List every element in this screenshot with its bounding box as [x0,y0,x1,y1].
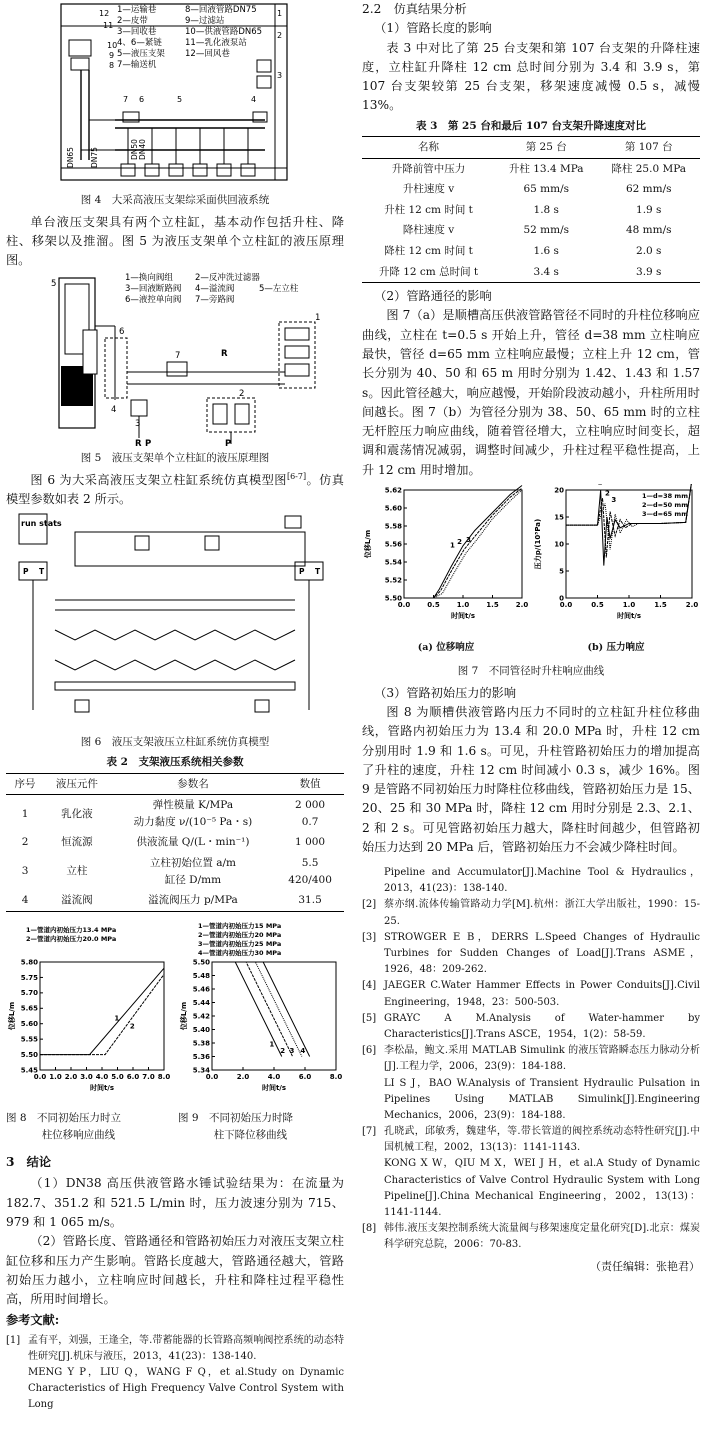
y-axis-label: 位移L/m [364,529,372,559]
references-title: 参考文献: [6,1313,60,1328]
figure-7b-chart [532,484,700,634]
series-number-label: 2 [280,1046,286,1055]
x-tick-label: 0.5 [591,600,604,609]
reference-text: MENG Y P，LIU Q，WANG F Q，et al.Study on Dynamic Characteristics of High Frequency Valve Control System with Long [28,1366,344,1411]
figure-6-caption: 图 6 液压支架液压立柱缸系统仿真模型 [80,735,270,748]
table-row [6,795,344,833]
x-tick-label: 0.0 [33,1072,47,1081]
reference-item [362,1124,700,1156]
figure-8-chart [6,920,172,1102]
x-tick-label: 8.0 [157,1072,171,1081]
y-tick-label: 5.50 [384,594,402,603]
table-2-header: 液压元件 [55,777,98,790]
x-tick-label: 0.5 [427,600,440,609]
series-number-label: 2 [605,489,610,498]
fig4-marker-10: 10 [107,41,118,50]
x-tick-label: 2.0 [685,600,699,609]
series-line [212,962,293,1057]
fig4-pipe-dn50: DN50 [130,139,139,160]
table-row [6,832,344,853]
table-cell: 升柱 13.4 MPa [508,162,584,175]
fig5-marker-4: 4 [111,405,117,416]
fig9-caption-line2: 柱下降位移曲线 [213,1128,288,1141]
responsible-editor: （责任编辑：张艳君） [590,1259,700,1273]
section-2-2-title: 2.2 仿真结果分析 [362,2,467,16]
subsection-3-title: （3）管路初始压力的影响 [374,685,517,700]
series-number-label: 3 [611,495,617,504]
x-tick-label: 8.0 [329,1072,343,1081]
table-3-body [362,158,700,282]
series-line [212,962,302,1057]
fig4-pipe-dn75: DN75 [90,147,99,168]
table-2-header: 序号 [14,777,36,790]
fig4-marker-12: 12 [99,9,110,18]
table-cell: 52 mm/s [523,224,570,237]
fig6-port-t-left: T [39,566,45,576]
reference-text: STROWGER E B，DERRS L.Speed Changes of Hydraulic Turbines for Sudden Changes of Load[J].Trans ASME，1926，48：209-262. [384,931,700,976]
fig4-marker-2: 2 [277,31,283,40]
table-cell: 升降 12 cm 总时间 t [378,265,479,278]
reference-text: 韩伟.液压支架控制系统大流量阀与移架速度定量化研究[D].北京：煤炭科学研究总院，2006：70-83. [384,1223,700,1251]
fig4-legend-9: 10—供液管路DN65 [185,27,263,37]
table-3-caption: 表 3 第 25 台和最后 107 台支架升降速度对比 [415,119,647,132]
figure-7a-label: (a) 位移响应 [417,642,475,654]
table-2-header-row [6,773,344,795]
reference-number: [1] [6,1334,21,1346]
y-tick-label: 0 [559,594,564,603]
x-tick-label: 1.5 [486,600,499,609]
figure-4-caption: 图 4 大采高液压支架综采面供回液系统 [80,194,270,206]
fig5-marker-6: 6 [119,327,125,338]
series-line [404,490,522,598]
conclusion-2: （2）管路长度、管路通径和管路初始压力对液压支架立柱缸位移和压力产生影响。管路长度越大，管路通径越大，管路初始压力越小，立柱响应时间越长，升柱和降柱过程平稳性高，所用时间增长。 [6,1234,344,1307]
legend-entry: 1—管道内初始压力13.4 MPa [26,925,117,934]
table-cell: 升柱 12 cm 时间 t [384,203,473,216]
y-tick-label: 15 [554,513,564,522]
x-axis-label: 时间t/s [616,611,642,620]
x-tick-label: 0.0 [559,600,573,609]
fig4-marker-1: 1 [277,9,283,18]
reference-text: GRAYC A M.Analysis of Water-hammer by Characteristics[J].Trans ASCE，1954，1(2)：58-59. [384,1012,700,1040]
fig4-marker-11: 11 [103,21,114,30]
table-cell: 2.0 s [636,245,662,258]
x-tick-label: 1.0 [456,600,470,609]
fig5-legend-3: 3—回液断路阀 [125,284,182,295]
table-cell: 4 [21,894,29,907]
table-cell: 供液流量 Q/(L・min⁻¹) [136,836,250,849]
y-tick-label: 5.56 [384,540,402,549]
reference-number: [3] [362,931,377,943]
legend-entry: 2—管道内初始压力20.0 MPa [26,934,117,943]
reference-item [362,1156,700,1221]
y-tick-label: 5 [559,567,564,576]
figure-9-caption [178,1110,344,1143]
figure-7a-chart [362,484,530,634]
y-tick-label: 5.34 [192,1066,210,1075]
table-cell: 3.4 s [533,265,559,278]
table-cell: 2 [21,836,29,849]
legend-entry: 3—d=65 mm [642,509,688,518]
fig4-marker-9: 9 [109,51,115,60]
series-line [404,488,522,598]
reference-item [6,1365,344,1414]
fig8-caption-line2: 柱位移响应曲线 [41,1128,116,1141]
y-tick-label: 5.46 [192,985,210,994]
table-cell: 31.5 [298,894,322,907]
param-line: 动力黏度 ν/(10⁻⁵ Pa・s) [133,815,253,828]
legend-entry: 1—d=38 mm [642,491,688,500]
table-2 [6,773,344,912]
figure-7-caption: 图 7 不同管径时升柱响应曲线 [457,665,605,678]
fig4-legend-3: 3—回收巷 [117,27,157,37]
fig6-intro-text: 图 6 为大采高液压支架立柱缸系统仿真模型图 [30,473,287,488]
figures-8-9-row [6,920,344,1147]
reference-item [362,1043,700,1075]
y-tick-label: 5.38 [192,1039,210,1048]
fig4-marker-7: 7 [123,95,129,104]
fig4-marker-3: 3 [277,71,283,80]
x-axis-label: 时间t/s [450,611,476,620]
fig4-pipe-dn40: DN40 [138,139,147,160]
fig5-legend-4: 4—溢流阀 [195,284,235,295]
reference-item [362,1011,700,1043]
subsection-2-title: （2）管路通径的影响 [374,289,492,304]
fig4-marker-4: 4 [251,95,257,104]
table-cell: 升柱速度 v [402,183,455,196]
fig9-caption-line1: 图 9 不同初始压力时降 [178,1112,294,1125]
fig4-legend-5: 5—液压支架 [117,49,165,59]
paragraph-subsection-1: 表 3 中对比了第 25 台支架和第 107 台支架的升降柱速度，立柱缸升降柱 12 cm 总时间分别为 3.4 和 3.9 s，第 107 台支架较第 25 台支架，移架速度减慢 0.5 s，减慢 13%。 [362,40,700,113]
series-number-label: 1 [114,1014,120,1023]
y-tick-label: 5.44 [192,998,210,1007]
figure-7a [362,484,530,655]
figure-5-caption: 图 5 液压支架单个立柱缸的液压原理图 [80,452,270,465]
figure-4-diagram [25,0,325,190]
table-cell: 立柱 [66,865,88,878]
y-tick-label: 10 [554,540,564,549]
series-number-label [598,484,603,487]
conclusion-1: （1）DN38 高压供液管路水锤试验结果为：在流量为 182.7、351.2 和 521.5 L/min 时，压力波速分别为 715、979 和 1 065 m/s。 [6,1176,344,1229]
x-tick-label: 0.0 [205,1072,219,1081]
table-row [362,241,700,262]
x-tick-label: 2.0 [64,1072,78,1081]
fig4-legend-7: 8—回液管路DN75 [185,5,257,15]
x-tick-label: 6.0 [298,1072,312,1081]
y-tick-label: 5.54 [384,558,402,567]
reference-text: 李松晶，鲍文.采用 MATLAB Simulink 的液压管路瞬态压力脉动分析[J].工程力学，2006，23(9)：184-188. [384,1045,700,1073]
fig6-intro-citation: [6-7] [286,471,307,481]
fig4-legend-11: 12—回风巷 [185,49,230,59]
fig6-port-p-right: P [299,566,305,576]
table-2-caption: 表 2 支架液压系统相关参数 [106,756,244,769]
fig5-port-p2: P [225,439,232,449]
fig5-port-r1: R [221,349,228,360]
reference-text: 蔡亦纲.流体传输管路动力学[M].杭州：浙江大学出版社，1990：15-25. [384,899,700,927]
references-left [6,1333,344,1414]
paragraph-subsection-3: 图 8 为顺槽供液管路内压力不同时的立柱缸升柱位移曲线，管路内初始压力为 13.4 和 20.0 MPa 时，升柱 12 cm 分别用时 1.9 和 1.6 s。可见，升柱管路初始压力的增加提高了升柱的速度，升柱 12 cm 时间减小 0.3 s，减少 16%。图 9 是管路不同初始压力时降柱位移曲线，管路初始压力是 15、20、25 和 30 MPa 时，降柱 12 cm 用时分别是 2.3、2.1、2 和 2 s。可见管路初始压力越大，降柱时间越少，但管路初始压力达到 20 MPa 后，管路初始压力不会减少降柱时间。 [362,704,700,854]
x-tick-label: 1.0 [622,600,636,609]
y-tick-label: 5.65 [20,1004,38,1013]
x-tick-label: 1.0 [49,1072,62,1081]
table-cell: 降柱速度 v [402,224,455,237]
legend-entry: 2—d=50 mm [642,500,688,509]
fig4-marker-6: 6 [139,95,145,104]
y-tick-label: 5.75 [20,973,38,982]
table-cell: 1 000 [295,836,326,849]
reference-number [362,865,384,897]
plot-frame [40,962,164,1070]
reference-number: [2] [362,899,377,911]
fig4-legend-4: 4、6—紧链 [117,38,162,48]
value-line: 2 000 [295,799,326,812]
series-line [40,968,164,1054]
param-line: 弹性模量 K/MPa [152,799,234,812]
y-tick-label: 5.58 [384,522,402,531]
legend-entry: 3—管道内初始压力25 MPa [198,939,282,948]
param-line: 立柱初始位置 a/m [149,857,236,870]
reference-item [362,930,700,979]
reference-item [362,897,700,929]
x-axis-label: 时间t/s [89,1083,115,1092]
fig4-marker-8: 8 [109,61,115,70]
fig4-legend-6: 7—输送机 [117,60,157,70]
y-tick-label: 5.52 [384,576,402,585]
table-cell [276,795,344,833]
left-column [6,0,344,1414]
reference-text: 孟有平，刘强，王逢全，等.带蓄能器的长管路高频响阀控系统的动态特性研究[J].机床与液压，2013，41(23)：138-140. [28,1334,344,1362]
reference-item [362,865,700,897]
table-cell: 65 mm/s [523,183,570,196]
fig4-legend-10: 11—乳化液泵站 [185,38,247,48]
y-tick-label: 5.70 [20,988,38,997]
reference-number: [7] [362,1126,377,1138]
fig4-legend-1: 1—运输巷 [117,5,157,15]
reference-number [362,1156,384,1221]
figure-5-diagram [25,270,325,448]
y-tick-label: 5.80 [20,958,38,967]
x-tick-label: 4.0 [267,1072,281,1081]
table-row [362,200,700,221]
legend-entry: 2—管道内初始压力20 MPa [198,930,282,939]
table-3-header: 第 107 台 [624,141,673,154]
fig5-marker-2: 2 [239,389,245,400]
y-tick-label: 5.60 [384,504,402,513]
fig5-port-p1: P [145,439,152,449]
table-row [6,853,344,890]
x-tick-label: 7.0 [142,1072,155,1081]
fig5-legend-2: 2—反冲洗过滤器 [195,273,260,284]
fig6-run-stats-label: run stats [21,518,62,528]
table-cell: 1.8 s [533,203,559,216]
table-row [362,158,700,179]
fig8-caption-line1: 图 8 不同初始压力时立 [6,1112,122,1125]
table-cell: 溢流阀 [61,894,93,907]
fig6-port-t-right: T [315,566,321,576]
figure-8 [6,920,172,1147]
table-row [362,220,700,241]
table-cell: 1.6 s [533,245,559,258]
series-number-label: 1 [450,541,455,550]
y-tick-label: 5.45 [20,1066,38,1075]
y-tick-label: 5.42 [192,1012,210,1021]
x-tick-label: 0.0 [397,600,411,609]
y-tick-label: 20 [554,486,564,495]
reference-item [6,1333,344,1365]
reference-text: 孔晓武，邱敏秀，魏建华，等.带长管道的阀控系统动态特性研究[J].中国机械工程，2002，13(13)：1141-1143. [384,1126,700,1154]
x-tick-label: 4.0 [95,1072,109,1081]
x-tick-label: 2.0 [236,1072,250,1081]
x-tick-label: 3.0 [80,1072,93,1081]
table-cell: 溢流阀压力 p/MPa [148,894,238,907]
reference-text: LI S J，BAO W.Analysis of Transient Hydraulic Pulsation in Pipelines Using MATLAB Simulink[J].Engineering Mechanics，2006，23(9)：184-188. [384,1077,700,1121]
figure-7 [362,484,700,655]
figure-8-caption [6,1110,172,1143]
reference-number: [5] [362,1012,377,1024]
series-number-label: 2 [129,1022,135,1031]
paragraph-subsection-2: 图 7（a）是顺槽高压供液管路管径不同时的升柱位移响应曲线，立柱在 t=0.5 s 开始上升，管径 d=38 mm 立柱响应最快，管径 d=65 mm 立柱响应最慢；立柱上升 12 cm，管长分别为 40、50 和 65 m 用时分别为 1.42、1.43 和 1.57 s。因此管径越大，响应越慢，开始阶段波动越小，升柱所用时间越长。图 7（b）为管径分别为 38、50、65 mm 时的立柱无杆腔压力响应曲线，随着管径增大，立柱响应时间变长，超调和震荡情况减弱，调整时间减少，升柱过程平稳性提高，上升 12 cm 用时增加。 [362,308,700,477]
y-tick-label: 5.55 [20,1035,38,1044]
table-cell: 降柱 25.0 MPa [611,162,687,175]
fig5-marker-3: 3 [135,419,141,430]
reference-number: [4] [362,980,377,992]
series-number-label: 3 [465,536,471,545]
table-cell: 乳化液 [61,807,93,820]
fig4-marker-5: 5 [177,95,183,104]
table-cell: 62 mm/s [625,183,672,196]
table-cell: 48 mm/s [625,224,672,237]
fig6-port-p-left: P [23,566,29,576]
legend-entry: 4—管道内初始压力30 MPa [198,948,282,957]
fig4-pipe-dn65: DN65 [66,147,75,168]
series-number-label: 3 [289,1046,295,1055]
table-3-header: 第 25 台 [525,141,567,154]
y-axis-label: 位移L/m [8,1001,16,1030]
fig5-marker-5: 5 [51,279,57,290]
x-tick-label: 6.0 [126,1072,140,1081]
fig5-legend-6: 6—液控单向阀 [125,295,182,306]
fig5-marker-1: 1 [315,313,321,324]
table-row [6,890,344,911]
param-line: 缸径 D/mm [164,873,222,886]
reference-number [6,1365,28,1414]
figure-7b [532,484,700,655]
y-axis-label: 压力p/(10⁵Pa) [534,518,542,570]
reference-item [362,978,700,1010]
series-line [404,485,522,598]
paragraph-fig6-intro [6,471,344,510]
table-cell: 3 [21,865,29,878]
series-line [40,974,164,1054]
references-right [362,865,700,1254]
reference-number: [6] [362,1045,377,1057]
fig5-marker-7: 7 [175,351,181,362]
table-row [362,262,700,283]
series-number-label: 2 [457,537,462,546]
table-cell: 降柱 12 cm 时间 t [384,245,473,258]
figure-6-diagram [15,510,335,732]
series-number-label: 4 [300,1046,306,1055]
table-cell [110,853,276,890]
series-number-label: 1 [269,1040,275,1049]
table-cell: 1.9 s [636,203,662,216]
fig4-legend-2: 2—皮带 [117,16,148,26]
paragraph-fig5-intro: 单台液压支架具有两个立柱缸，基本动作包括升柱、降柱、移架以及推溜。图 5 为液压支架单个立柱缸的液压原理图。 [6,214,344,268]
table-cell: 3.9 s [636,265,662,278]
table-3-header: 名称 [418,141,439,154]
y-tick-label: 5.50 [20,1050,38,1059]
table-3 [362,136,700,283]
figure-9 [178,920,344,1147]
reference-item [362,1221,700,1253]
table-cell [276,853,344,890]
table-cell: 升降前管中压力 [391,162,466,175]
table-cell [110,795,276,833]
table-2-header: 数值 [299,777,321,790]
reference-number: [8] [362,1223,377,1235]
fig5-legend-1: 1—换向阀组 [125,273,173,284]
x-tick-label: 2.0 [515,600,529,609]
table-3-header-row [362,137,700,159]
reference-number [362,1076,384,1125]
figure-9-chart [178,920,344,1102]
reference-text: KONG X W，QIU M X，WEI J H，et al.A Study of Dynamic Characteristics of Valve Control Hydraulic System with Long Pipeline[J].China Mechanical Engineering，2002，13(13)：1141-1144. [384,1158,700,1219]
fig6-intro-tail: 。仿真模型参数如表 2 所示。 [6,473,344,507]
y-tick-label: 5.36 [192,1052,210,1061]
x-tick-label: 1.5 [654,600,667,609]
reference-text: Pipeline and Accumulator[J].Machine Tool & Hydraulics，2013，41(23)：138-140. [384,867,700,895]
value-line: 5.5 [301,857,319,870]
plot-frame [212,962,336,1070]
y-tick-label: 5.48 [192,971,210,980]
table-cell: 恒流源 [61,836,93,849]
value-line: 420/400 [288,873,332,886]
y-tick-label: 5.50 [192,958,210,967]
section-3-title: 3 结论 [6,1155,52,1170]
legend-entry: 1—管道内初始压力15 MPa [198,921,282,930]
fig5-legend-7: 7—旁路阀 [195,295,235,306]
table-2-header: 参数名 [177,777,209,790]
fig4-legend-8: 9—过滤站 [185,16,225,26]
figure-7b-label: (b) 压力响应 [587,642,645,654]
fig5-legend-5: 5—左立柱 [259,284,299,295]
y-tick-label: 5.62 [384,486,402,495]
right-column [362,0,700,1275]
y-axis-label: 位移L/m [180,1001,188,1030]
y-tick-label: 5.60 [20,1019,38,1028]
value-line: 0.7 [301,815,319,828]
y-tick-label: 5.40 [192,1025,210,1034]
x-tick-label: 5.0 [111,1072,124,1081]
table-cell: 1 [21,807,29,820]
fig5-port-r2: R [135,439,142,449]
reference-item [362,1076,700,1125]
subsection-1-title: （1）管路长度的影响 [374,21,492,36]
table-row [362,179,700,200]
x-axis-label: 时间t/s [261,1083,287,1092]
reference-text: JAEGER C.Water Hammer Effects in Power Conduits[J].Civil Engineering，1948，23：500-503. [384,980,700,1008]
